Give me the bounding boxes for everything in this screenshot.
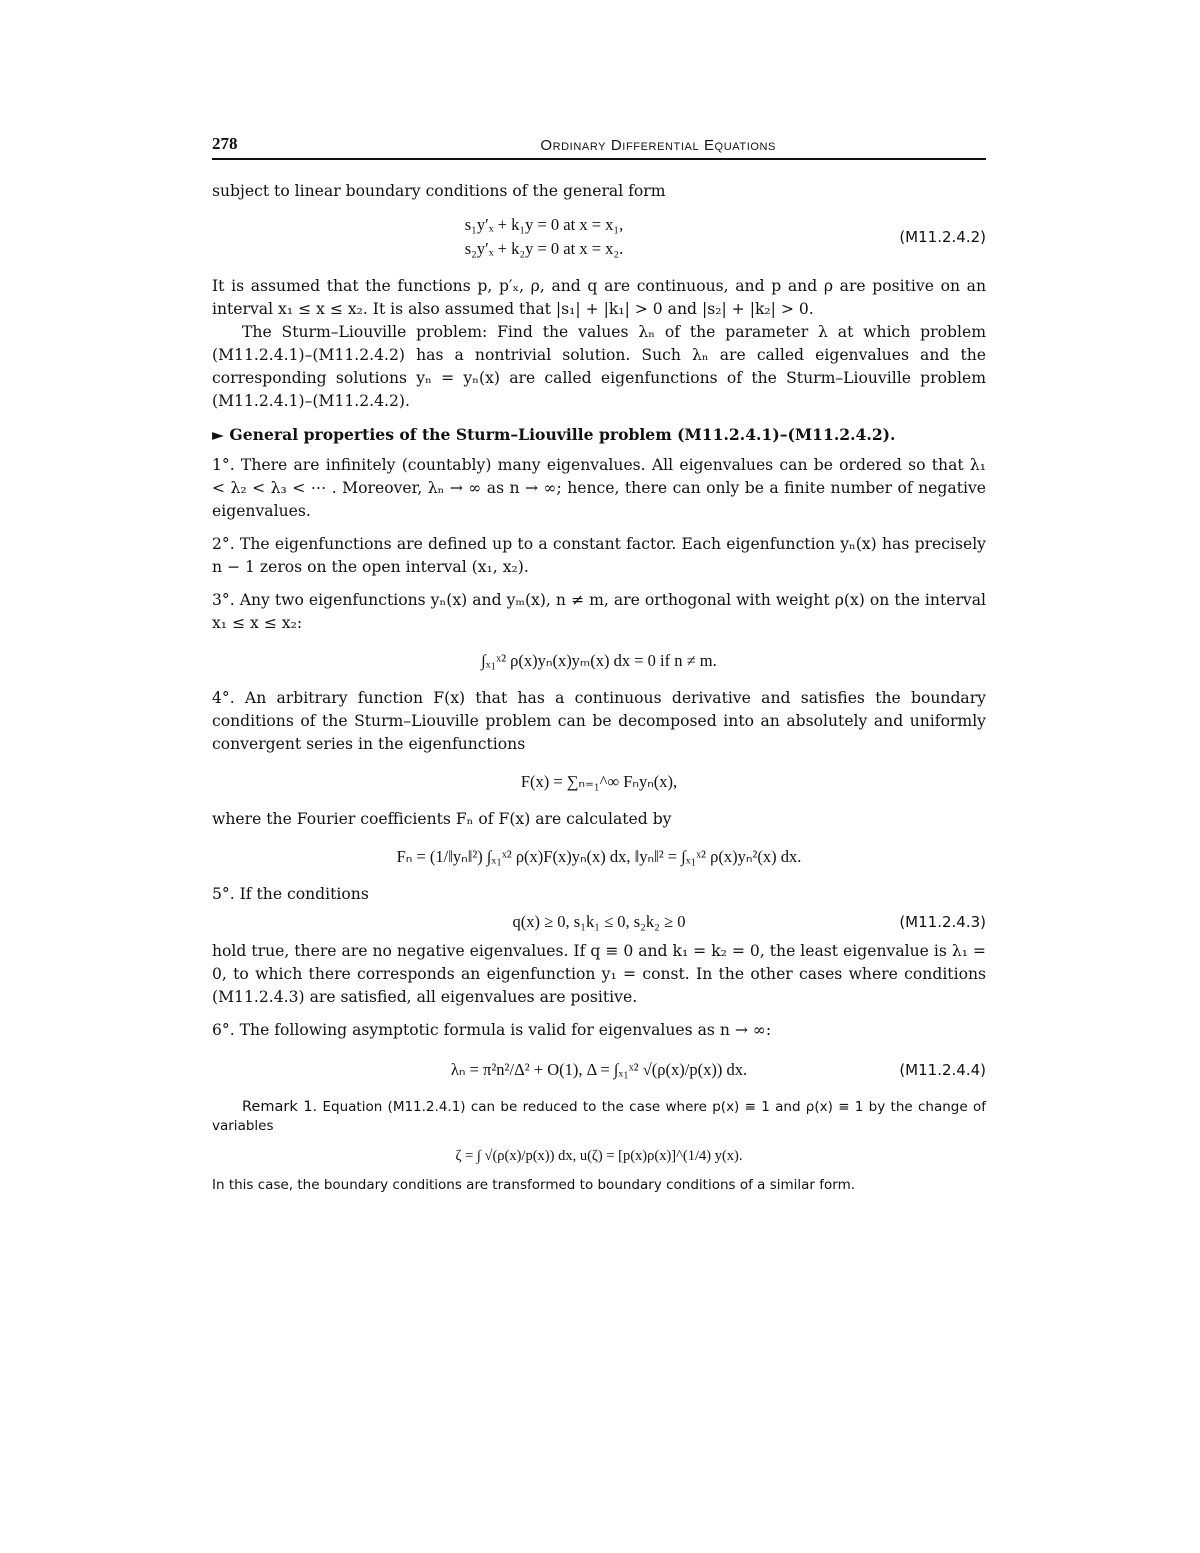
- remark-label: Remark 1.: [242, 1099, 318, 1115]
- equation-number: (M11.2.4.3): [899, 913, 986, 931]
- assumption-paragraph: It is assumed that the functions p, p′ₓ, ρ, and q are continuous, and p and ρ are positive on an interval x₁ ≤ x ≤ x₂. It is also assumed that |s₁| + |k₁| > 0 and |s₂| + |k₂| > 0.: [212, 277, 986, 318]
- orthogonality-equation: ∫ₓ₁ˣ² ρ(x)yₙ(x)yₘ(x) dx = 0 if n ≠ m.: [481, 651, 717, 670]
- property-1: 1°. There are infinitely (countably) many eigenvalues. All eigenvalues can be ordered so that λ₁ < λ₂ < λ₃ < ⋯ . Moreover, λₙ → ∞ as n → ∞; hence, there can only be a finite number of negative eigenvalues.: [212, 456, 986, 520]
- fourier-text: where the Fourier coefficients Fₙ of F(x) are calculated by: [212, 810, 672, 828]
- bc-line-2: s₂y′ₓ + k₂y = 0 at x = x₂.: [464, 239, 624, 258]
- boundary-conditions-equation: [212, 213, 986, 263]
- equation-number: (M11.2.4.2): [899, 228, 986, 246]
- intro-paragraph: subject to linear boundary conditions of the general form: [212, 182, 666, 200]
- conditions-formula: q(x) ≥ 0, s₁k₁ ≤ 0, s₂k₂ ≥ 0: [512, 912, 686, 931]
- property-6: 6°. The following asymptotic formula is valid for eigenvalues as n → ∞:: [212, 1021, 772, 1039]
- remark-block: [212, 1098, 986, 1195]
- equation-number: (M11.2.4.4): [899, 1061, 986, 1079]
- problem-paragraph: The Sturm–Liouville problem: Find the values λₙ of the parameter λ at which problem (M11.2.4.1)–(M11.2.4.2) has a nontrivial solution. Such λₙ are called eigenvalues and the corresponding solutions yₙ = yₙ(x) are called eigenfunctions of the Sturm–Liouville problem (M11.2.4.1)–(M11.2.4.2).: [212, 323, 986, 410]
- property-4: 4°. An arbitrary function F(x) that has a continuous derivative and satisfies the boundary conditions of the Sturm–Liouville problem can be decomposed into an absolutely and uniformly convergent series in the eigenfunctions: [212, 689, 986, 753]
- section-heading: ► General properties of the Sturm–Liouville problem (M11.2.4.1)–(M11.2.4.2).: [212, 425, 896, 444]
- property-5: 5°. If the conditions: [212, 885, 369, 903]
- asymptotic-equation: [212, 1058, 986, 1082]
- fourier-coefficients-equation: Fₙ = (1/‖yₙ‖²) ∫ₓ₁ˣ² ρ(x)F(x)yₙ(x) dx, ‖yₙ‖² = ∫ₓ₁ˣ² ρ(x)yₙ²(x) dx.: [396, 847, 802, 866]
- remark-closing: In this case, the boundary conditions are transformed to boundary conditions of a similar form.: [212, 1177, 856, 1193]
- remark-equation: ζ = ∫ √(ρ(x)/p(x)) dx, u(ζ) = [p(x)ρ(x)]^(1/4) y(x).: [455, 1148, 743, 1164]
- running-title: Ordinary Differential Equations: [540, 137, 776, 154]
- conditions-equation: [212, 910, 986, 934]
- property-5-after: hold true, there are no negative eigenvalues. If q ≡ 0 and k₁ = k₂ = 0, the least eigenvalue is λ₁ = 0, to which there corresponds an eigenfunction y₁ = const. In the other cases where conditions (M11.2.4.3) are satisfied, all eigenvalues are positive.: [212, 942, 986, 1006]
- document-page: [212, 130, 986, 1195]
- remark-text: Equation (M11.2.4.1) can be reduced to the case where p(x) ≡ 1 and ρ(x) ≡ 1 by the change of variables: [212, 1099, 986, 1134]
- series-equation: F(x) = ∑ₙ₌₁^∞ Fₙyₙ(x),: [520, 772, 678, 791]
- page-number: 278: [212, 134, 238, 153]
- asymptotic-formula: λₙ = π²n²/Δ² + O(1), Δ = ∫ₓ₁ˣ² √(ρ(x)/p(x)) dx.: [450, 1060, 748, 1079]
- property-2: 2°. The eigenfunctions are defined up to a constant factor. Each eigenfunction yₙ(x) has precisely n − 1 zeros on the open interval (x₁, x₂).: [212, 535, 986, 576]
- bc-line-1: s₁y′ₓ + k₁y = 0 at x = x₁,: [464, 215, 624, 234]
- page-header: [212, 130, 986, 160]
- property-3: 3°. Any two eigenfunctions yₙ(x) and yₘ(x), n ≠ m, are orthogonal with weight ρ(x) on the interval x₁ ≤ x ≤ x₂:: [212, 591, 986, 632]
